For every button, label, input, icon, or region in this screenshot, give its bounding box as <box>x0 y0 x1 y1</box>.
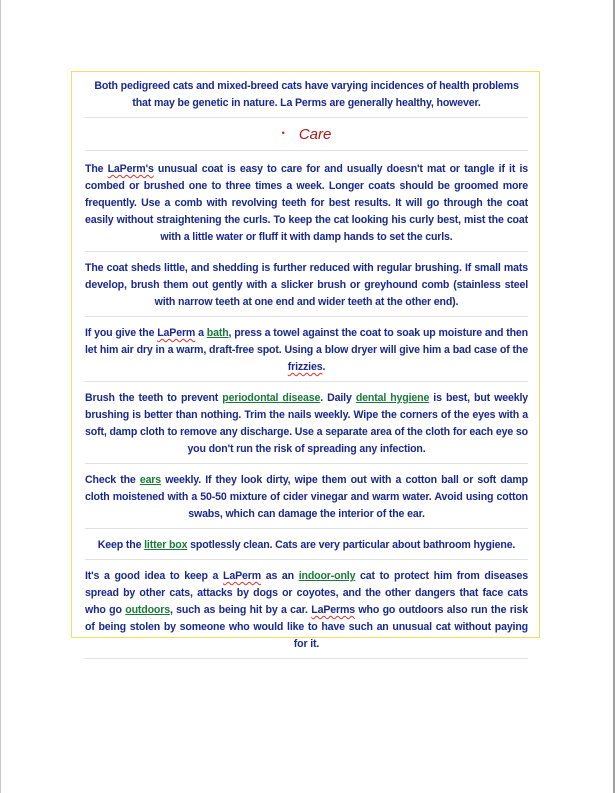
paragraph-indoor: It's a good idea to keep a LaPerm as an indoor-only cat to protect him from diseases spread by other cats, attacks by dogs or coyotes, and the other dangers that face cats who go outdoors, such as being hit by a car. LaPerms who go outdoors also run the risk of being stolen by someone who would like to have such an unusual cat without paying for it. <box>85 568 528 659</box>
bullet-icon: • <box>281 128 285 138</box>
link-dental-hygiene[interactable]: dental hygiene <box>355 392 430 404</box>
paragraph-litter-box: Keep the litter box spotlessly clean. Cats are very particular about bathroom hygiene. <box>85 537 528 560</box>
page-edge-left <box>0 0 1 793</box>
spellcheck-word[interactable]: LaPerm <box>157 327 196 339</box>
paragraph-coat-care: The LaPerm's unusual coat is easy to care for and usually doesn't mat or tangle if it is combed or brushed one to three times a week. Longer coats should be groomed more frequently. Use a comb with revolving teeth for best results. It will go through the coat easily without straightening the curls. To keep the cat looking his curly best, mist the coat with a little water or fluff it with damp hands to set the curls. <box>85 161 528 252</box>
paragraph-bath: If you give the LaPerm a bath, press a towel against the coat to soak up moisture and then let him air dry in a warm, draft-free spot. Using a blow dryer will give him a bad case of the frizzies. <box>85 325 528 382</box>
intro-paragraph <box>85 78 528 118</box>
paragraph-ears: Check the ears weekly. If they look dirty, wipe them out with a cotton ball or soft damp cloth moistened with a 50-50 mixture of cider vinegar and warm water. Avoid using cotton swabs, which can damage the interior of the ear. <box>85 472 528 529</box>
spellcheck-word[interactable]: LaPerm <box>223 570 261 582</box>
document-body[interactable] <box>85 78 528 667</box>
spellcheck-word[interactable]: LaPerms <box>311 604 355 616</box>
paragraph-shedding: The coat sheds little, and shedding is further reduced with regular brushing. If small mats develop, brush them out gently with a slicker brush or greyhound comb (stainless steel with narrow teeth at one end and wider teeth at the other end). <box>85 260 528 317</box>
spellcheck-word[interactable]: LaPerm's <box>107 163 154 175</box>
link-litter-box[interactable]: litter box <box>144 539 188 551</box>
paragraph-teeth: Brush the teeth to prevent periodontal disease. Daily dental hygiene is best, but weekly brushing is better than nothing. Trim the nails weekly. Wipe the corners of the eyes with a soft, damp cloth to remove any discharge. Use a separate area of the cloth for each eye so you don't run the risk of spreading any infection. <box>85 390 528 464</box>
spellcheck-word[interactable]: frizzies <box>287 361 323 373</box>
heading-care: Care <box>298 126 332 143</box>
link-periodontal-disease[interactable]: periodontal disease <box>222 392 321 404</box>
link-bath[interactable]: bath <box>206 327 229 339</box>
link-indoor-only[interactable]: indoor-only <box>298 570 356 582</box>
intro-text: Both pedigreed cats and mixed-breed cats have varying incidences of health problems that may be genetic in nature. La Perms are generally healthy, however. <box>94 80 519 109</box>
link-ears[interactable]: ears <box>139 474 162 486</box>
link-outdoors[interactable]: outdoors <box>125 604 170 616</box>
section-heading <box>85 126 528 151</box>
